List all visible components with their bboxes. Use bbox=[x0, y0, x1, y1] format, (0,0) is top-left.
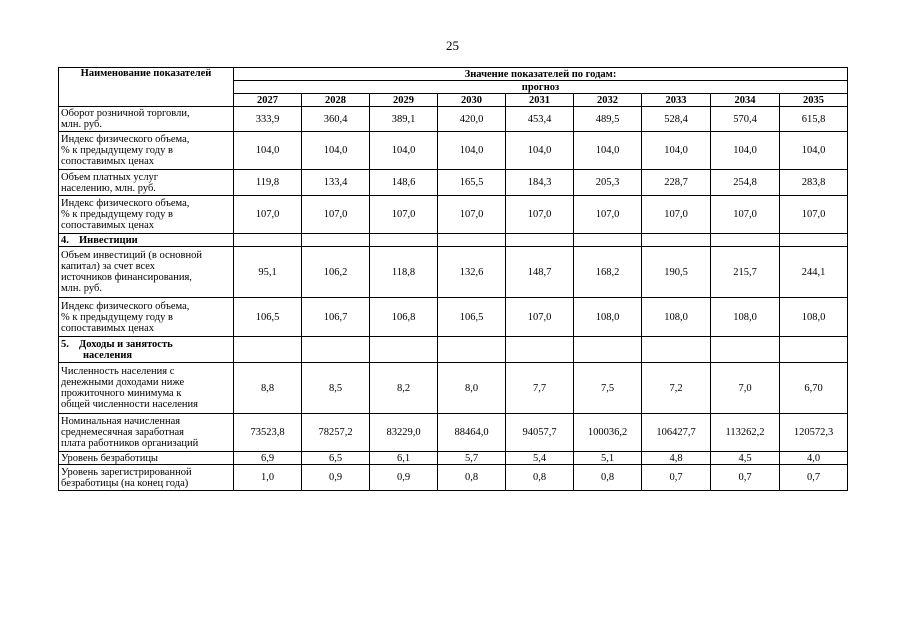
table-row bbox=[59, 337, 848, 363]
value-cell: 615,8 bbox=[780, 107, 848, 132]
value-cell: 78257,2 bbox=[302, 414, 370, 452]
value-cell: 108,0 bbox=[780, 298, 848, 337]
value-cell: 0,9 bbox=[370, 465, 438, 491]
section-title-line: населения bbox=[83, 349, 133, 361]
table-row bbox=[59, 170, 848, 196]
indicator-name bbox=[59, 107, 234, 132]
name-column-header: Наименование показателей bbox=[59, 68, 234, 107]
empty-cell bbox=[234, 234, 302, 247]
year-header: 2032 bbox=[574, 94, 642, 107]
value-cell: 73523,8 bbox=[234, 414, 302, 452]
indicator-name-line: млн. руб. bbox=[61, 283, 102, 294]
table-row bbox=[59, 132, 848, 170]
indicator-name-line: источников финансирования, bbox=[61, 272, 192, 283]
value-cell: 5,1 bbox=[574, 452, 642, 465]
value-cell: 104,0 bbox=[780, 132, 848, 170]
year-header: 2034 bbox=[711, 94, 780, 107]
empty-cell bbox=[302, 337, 370, 363]
value-cell: 0,8 bbox=[506, 465, 574, 491]
value-cell: 106427,7 bbox=[642, 414, 711, 452]
value-cell: 333,9 bbox=[234, 107, 302, 132]
value-cell: 95,1 bbox=[234, 247, 302, 298]
value-cell: 118,8 bbox=[370, 247, 438, 298]
value-cell: 205,3 bbox=[574, 170, 642, 196]
section-number: 5. bbox=[61, 338, 69, 350]
value-cell: 528,4 bbox=[642, 107, 711, 132]
indicator-name-line: населению, млн. руб. bbox=[61, 182, 156, 194]
section-header bbox=[59, 337, 234, 363]
value-cell: 104,0 bbox=[370, 132, 438, 170]
empty-cell bbox=[234, 337, 302, 363]
year-header: 2029 bbox=[370, 94, 438, 107]
value-cell: 120572,3 bbox=[780, 414, 848, 452]
indicators-table bbox=[58, 67, 848, 491]
value-cell: 6,9 bbox=[234, 452, 302, 465]
indicator-name-line: безработицы (на конец года) bbox=[61, 477, 189, 489]
empty-cell bbox=[370, 337, 438, 363]
section-title-line: Доходы и занятость bbox=[79, 338, 173, 350]
value-cell: 107,0 bbox=[574, 196, 642, 234]
empty-cell bbox=[780, 234, 848, 247]
value-cell: 107,0 bbox=[780, 196, 848, 234]
value-cell: 0,8 bbox=[438, 465, 506, 491]
indicator-name bbox=[59, 170, 234, 196]
value-cell: 104,0 bbox=[574, 132, 642, 170]
value-cell: 0,7 bbox=[780, 465, 848, 491]
value-cell: 570,4 bbox=[711, 107, 780, 132]
forecast-header: прогноз bbox=[234, 81, 848, 94]
year-header: 2028 bbox=[302, 94, 370, 107]
value-cell: 420,0 bbox=[438, 107, 506, 132]
value-cell: 4,8 bbox=[642, 452, 711, 465]
value-cell: 0,7 bbox=[711, 465, 780, 491]
value-cell: 6,5 bbox=[302, 452, 370, 465]
empty-cell bbox=[574, 234, 642, 247]
indicator-name bbox=[59, 452, 234, 465]
indicator-name-line: Индекс физического объема, bbox=[61, 300, 190, 312]
value-cell: 4,5 bbox=[711, 452, 780, 465]
indicator-name bbox=[59, 247, 234, 298]
indicator-name bbox=[59, 363, 234, 414]
year-header: 2033 bbox=[642, 94, 711, 107]
value-cell: 184,3 bbox=[506, 170, 574, 196]
value-cell: 108,0 bbox=[711, 298, 780, 337]
empty-cell bbox=[711, 234, 780, 247]
value-cell: 107,0 bbox=[506, 196, 574, 234]
table-row bbox=[59, 452, 848, 465]
value-cell: 94057,7 bbox=[506, 414, 574, 452]
value-cell: 254,8 bbox=[711, 170, 780, 196]
empty-cell bbox=[370, 234, 438, 247]
value-cell: 244,1 bbox=[780, 247, 848, 298]
value-cell: 0,8 bbox=[574, 465, 642, 491]
value-cell: 108,0 bbox=[574, 298, 642, 337]
indicator-name-line: плата работников организаций bbox=[61, 438, 199, 449]
value-cell: 88464,0 bbox=[438, 414, 506, 452]
value-cell: 106,2 bbox=[302, 247, 370, 298]
value-cell: 7,7 bbox=[506, 363, 574, 414]
indicator-name-line: Объем платных услуг bbox=[61, 171, 159, 183]
table-row bbox=[59, 107, 848, 132]
section-title-line: Инвестиции bbox=[79, 234, 138, 246]
empty-cell bbox=[302, 234, 370, 247]
indicator-name bbox=[59, 298, 234, 337]
table-row bbox=[59, 414, 848, 452]
value-cell: 107,0 bbox=[370, 196, 438, 234]
values-header: Значение показателей по годам: bbox=[234, 68, 848, 81]
indicator-name-line: среднемесячная заработная bbox=[61, 427, 184, 438]
indicator-name-line: Объем инвестиций (в основной bbox=[61, 250, 202, 261]
empty-cell bbox=[642, 234, 711, 247]
value-cell: 165,5 bbox=[438, 170, 506, 196]
section-number: 4. bbox=[61, 234, 69, 246]
indicator-name-line: Уровень безработицы bbox=[61, 452, 158, 464]
value-cell: 104,0 bbox=[438, 132, 506, 170]
indicator-name bbox=[59, 414, 234, 452]
empty-cell bbox=[642, 337, 711, 363]
indicator-name-line: общей численности населения bbox=[61, 399, 198, 410]
value-cell: 6,70 bbox=[780, 363, 848, 414]
indicator-name-line: Индекс физического объема, bbox=[61, 198, 190, 209]
value-cell: 389,1 bbox=[370, 107, 438, 132]
indicator-name-line: млн. руб. bbox=[61, 119, 102, 130]
value-cell: 6,1 bbox=[370, 452, 438, 465]
value-cell: 8,0 bbox=[438, 363, 506, 414]
value-cell: 104,0 bbox=[711, 132, 780, 170]
indicator-name-line: сопоставимых ценах bbox=[61, 156, 155, 167]
value-cell: 453,4 bbox=[506, 107, 574, 132]
value-cell: 104,0 bbox=[234, 132, 302, 170]
year-header: 2030 bbox=[438, 94, 506, 107]
table-row bbox=[59, 196, 848, 234]
table-row bbox=[59, 298, 848, 337]
value-cell: 8,2 bbox=[370, 363, 438, 414]
value-cell: 106,5 bbox=[234, 298, 302, 337]
indicator-name-line: сопоставимых ценах bbox=[61, 322, 155, 334]
value-cell: 148,6 bbox=[370, 170, 438, 196]
indicator-name-line: Численность населения с bbox=[61, 366, 175, 377]
value-cell: 215,7 bbox=[711, 247, 780, 298]
value-cell: 104,0 bbox=[642, 132, 711, 170]
indicator-name-line: % к предыдущему году в bbox=[61, 311, 173, 323]
value-cell: 148,7 bbox=[506, 247, 574, 298]
table-row bbox=[59, 234, 848, 247]
value-cell: 489,5 bbox=[574, 107, 642, 132]
empty-cell bbox=[574, 337, 642, 363]
value-cell: 104,0 bbox=[506, 132, 574, 170]
value-cell: 0,7 bbox=[642, 465, 711, 491]
value-cell: 132,6 bbox=[438, 247, 506, 298]
table-row bbox=[59, 465, 848, 491]
indicator-name-line: сопоставимых ценах bbox=[61, 220, 155, 231]
value-cell: 190,5 bbox=[642, 247, 711, 298]
value-cell: 106,7 bbox=[302, 298, 370, 337]
table-header bbox=[59, 68, 848, 107]
value-cell: 5,4 bbox=[506, 452, 574, 465]
value-cell: 107,0 bbox=[711, 196, 780, 234]
value-cell: 107,0 bbox=[302, 196, 370, 234]
table-body bbox=[59, 107, 848, 491]
value-cell: 119,8 bbox=[234, 170, 302, 196]
table-row bbox=[59, 247, 848, 298]
value-cell: 8,5 bbox=[302, 363, 370, 414]
indicator-name-line: капитал) за счет всех bbox=[61, 261, 156, 272]
indicator-name-line: % к предыдущему году в bbox=[61, 209, 173, 220]
value-cell: 168,2 bbox=[574, 247, 642, 298]
year-header: 2031 bbox=[506, 94, 574, 107]
value-cell: 0,9 bbox=[302, 465, 370, 491]
value-cell: 7,2 bbox=[642, 363, 711, 414]
empty-cell bbox=[780, 337, 848, 363]
indicator-name bbox=[59, 465, 234, 491]
value-cell: 8,8 bbox=[234, 363, 302, 414]
value-cell: 104,0 bbox=[302, 132, 370, 170]
value-cell: 107,0 bbox=[642, 196, 711, 234]
indicator-name-line: денежными доходами ниже bbox=[61, 377, 185, 388]
year-header: 2035 bbox=[780, 94, 848, 107]
indicator-name bbox=[59, 196, 234, 234]
empty-cell bbox=[438, 234, 506, 247]
indicator-name-line: Индекс физического объема, bbox=[61, 134, 190, 145]
value-cell: 108,0 bbox=[642, 298, 711, 337]
value-cell: 283,8 bbox=[780, 170, 848, 196]
value-cell: 107,0 bbox=[506, 298, 574, 337]
indicator-name-line: % к предыдущему году в bbox=[61, 145, 173, 156]
empty-cell bbox=[506, 234, 574, 247]
indicator-name-line: Уровень зарегистрированной bbox=[61, 466, 192, 478]
table-row bbox=[59, 363, 848, 414]
empty-cell bbox=[438, 337, 506, 363]
value-cell: 5,7 bbox=[438, 452, 506, 465]
value-cell: 228,7 bbox=[642, 170, 711, 196]
indicator-name-line: прожиточного минимума к bbox=[61, 388, 182, 399]
value-cell: 83229,0 bbox=[370, 414, 438, 452]
indicator-name-line: Оборот розничной торговли, bbox=[61, 108, 190, 119]
section-header bbox=[59, 234, 234, 247]
empty-cell bbox=[711, 337, 780, 363]
value-cell: 106,5 bbox=[438, 298, 506, 337]
value-cell: 7,5 bbox=[574, 363, 642, 414]
value-cell: 107,0 bbox=[438, 196, 506, 234]
value-cell: 7,0 bbox=[711, 363, 780, 414]
value-cell: 360,4 bbox=[302, 107, 370, 132]
value-cell: 100036,2 bbox=[574, 414, 642, 452]
empty-cell bbox=[506, 337, 574, 363]
page-number: 25 bbox=[446, 38, 459, 53]
value-cell: 106,8 bbox=[370, 298, 438, 337]
value-cell: 107,0 bbox=[234, 196, 302, 234]
value-cell: 1,0 bbox=[234, 465, 302, 491]
value-cell: 4,0 bbox=[780, 452, 848, 465]
indicator-name-line: Номинальная начисленная bbox=[61, 416, 181, 427]
indicator-name bbox=[59, 132, 234, 170]
value-cell: 133,4 bbox=[302, 170, 370, 196]
year-header: 2027 bbox=[234, 94, 302, 107]
value-cell: 113262,2 bbox=[711, 414, 780, 452]
